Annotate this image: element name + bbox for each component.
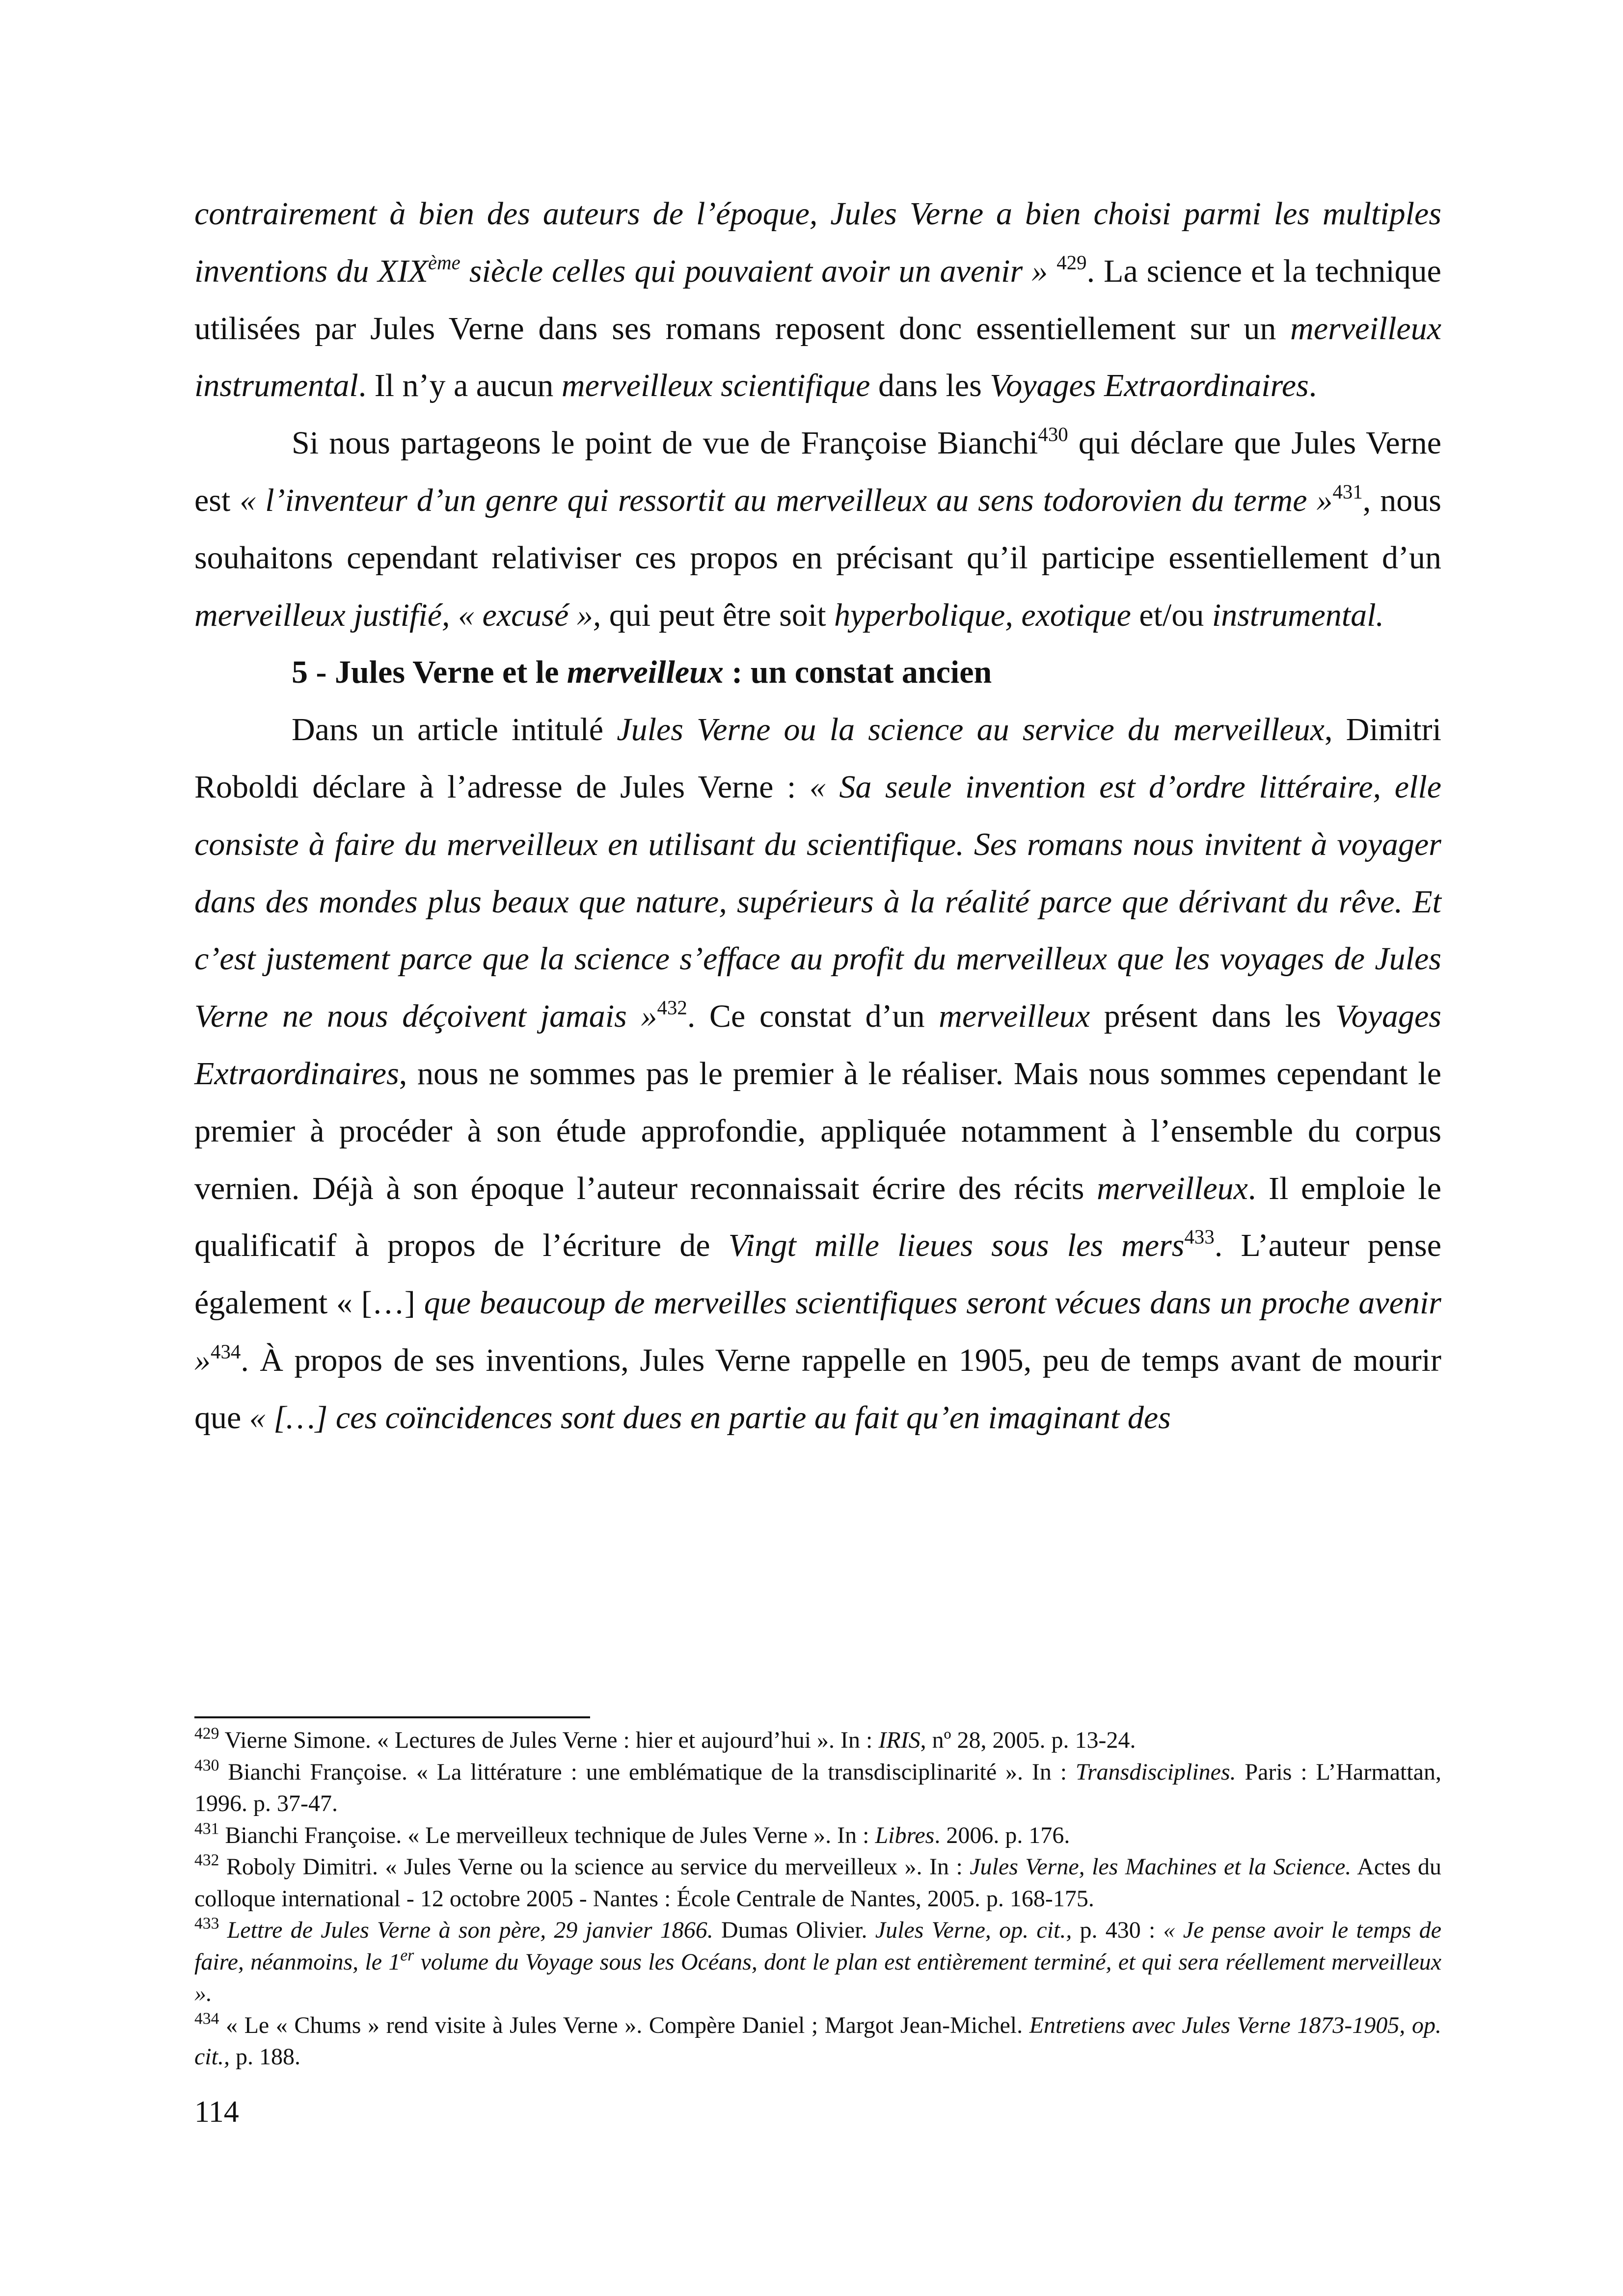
text-span: volume du Voyage sous les Océans, dont le plan est entièrement terminé, et qui sera réellement merveilleux ». xyxy=(194,1949,1442,2006)
text-span: Actes du colloque international - 12 octobre 2005 - Nantes : École Centrale de Nantes, 2005. p. 168-175. xyxy=(194,1854,1442,1912)
italic-title: Transdisciplines. xyxy=(1075,1759,1236,1785)
quote-text: « Sa seule invention est d’ordre littéraire, elle consiste à faire du merveilleux en utilisant du scientifique. Ses romans nous invitent à voyager dans des mondes plus beaux que nature, supérieurs à la réalité parce que dérivant du rêve. Et c’est justement parce que la science s’efface au profit du merveilleux que les voyages de Jules Verne ne nous déçoivent jamais » xyxy=(194,769,1441,1035)
text-span: . xyxy=(1308,368,1317,404)
footnote-431 xyxy=(194,1820,1441,1852)
text-span: et/ou xyxy=(1131,597,1212,633)
italic-title: Jules Verne, op. cit., xyxy=(875,1917,1072,1943)
text-span: p. 188. xyxy=(229,2044,300,2070)
text-span: . Il n’y a aucun xyxy=(358,368,562,404)
footnote-number: 434 xyxy=(194,2009,219,2028)
text-span: . La science et la technique utilisées par Jules Verne dans ses romans reposent donc essentiellement sur un xyxy=(194,253,1441,347)
text-span: , nous ne sommes pas le premier à le réaliser. Mais nous sommes cependant le premier à procéder à son étude approfondie, appliquée notamment à l’ensemble du corpus vernien. Déjà à son époque l’auteur reconnaissait écrire des récits xyxy=(194,1055,1441,1206)
italic-term: merveilleux justifié, « excusé », xyxy=(194,597,601,633)
italic-title: Entretiens avec Jules Verne 1873-1905, op. cit., xyxy=(194,2012,1442,2070)
footnotes xyxy=(194,1725,1441,2073)
text-span: Bianchi Françoise. « La littérature : une emblématique de la transdisciplinarité ». In : xyxy=(219,1759,1076,1785)
footnote-number: 431 xyxy=(194,1819,219,1838)
italic-title: Lettre de Jules Verne à son père, 29 janvier 1866. xyxy=(227,1917,713,1943)
text-span: , nous souhaitons cependant relativiser ces propos en précisant qu’il participe essentiellement d’un xyxy=(194,482,1441,576)
text-span: siècle celles qui pouvaient avoir un avenir » xyxy=(460,253,1048,289)
quote-text: « l’inventeur d’un genre qui ressortit au merveilleux au sens todorovien du terme » xyxy=(240,482,1333,518)
footnote-number: 429 xyxy=(194,1724,219,1743)
italic-term: hyperbolique, exotique xyxy=(834,597,1131,633)
text-span: qui peut être soit xyxy=(601,597,835,633)
footnote-separator xyxy=(194,1716,590,1718)
section-heading xyxy=(194,644,1441,701)
superscript: er xyxy=(400,1946,414,1965)
text-span: , Dimitri Roboldi déclare à l’adresse de Jules Verne : xyxy=(194,712,1441,805)
paragraph xyxy=(194,186,1441,415)
text-span: . L’auteur pense également « […] xyxy=(194,1228,1442,1321)
italic-title: Jules Verne ou la science au service du merveilleux xyxy=(617,712,1325,748)
italic-title: Vingt mille lieues sous les mers xyxy=(728,1228,1185,1264)
heading-italic: merveilleux xyxy=(567,654,724,691)
italic-term: merveilleux xyxy=(939,998,1090,1035)
text-span: p. 430 : xyxy=(1072,1917,1163,1943)
text-span: contrairement à bien des auteurs de l’époque, Jules Verne a bien choisi parmi les multiples inventions du XIX xyxy=(194,196,1441,289)
text-span: . Ce constat d’un xyxy=(687,998,939,1035)
italic-title: Jules Verne, les Machines et la Science. xyxy=(970,1854,1352,1880)
text-span: . Il emploie le qualificatif à propos de l’écriture de xyxy=(194,1170,1441,1264)
text-span: « Le « Chums » rend visite à Jules Verne ». Compère Daniel ; Margot Jean-Michel. xyxy=(219,2012,1029,2038)
text-span: , nº 28, 2005. p. 13-24. xyxy=(920,1727,1136,1753)
text-span: Vierne Simone. « Lectures de Jules Verne : hier et aujourd’hui ». In : xyxy=(219,1727,879,1753)
footnote-ref[interactable]: 432 xyxy=(657,996,687,1019)
document-body xyxy=(194,186,1441,1447)
paragraph xyxy=(194,701,1441,1446)
text-span: Dumas Olivier. xyxy=(713,1917,875,1943)
text-span: . 2006. p. 176. xyxy=(934,1822,1070,1848)
text-span: Paris : L’Harmattan, 1996. p. 37-47. xyxy=(194,1759,1441,1816)
footnote-number: 433 xyxy=(194,1914,219,1933)
superscript: ème xyxy=(428,251,460,274)
italic-term: Voyages Extraordinaires xyxy=(194,998,1441,1092)
italic-term: instrumental. xyxy=(1212,597,1384,633)
text-span: Bianchi Françoise. « Le merveilleux technique de Jules Verne ». In : xyxy=(219,1822,875,1848)
paragraph xyxy=(194,415,1441,644)
text-span: . À propos de ses inventions, Jules Verne rappelle en 1905, peu de temps avant de mourir que xyxy=(194,1342,1441,1436)
italic-title: Libres xyxy=(875,1822,935,1848)
text-span: « Je pense avoir le temps de faire, néanmoins, le 1 xyxy=(194,1917,1441,1975)
text-span: présent dans les xyxy=(1090,998,1335,1035)
text-span: qui déclare que Jules Verne est xyxy=(194,425,1441,518)
quote-text: que beaucoup de merveilles scientifiques seront vécues dans un proche avenir » xyxy=(194,1285,1441,1378)
text-span: Roboly Dimitri. « Jules Verne ou la science au service du merveilleux ». In : xyxy=(219,1854,970,1880)
italic-term: merveilleux xyxy=(1097,1170,1248,1206)
footnote-number: 432 xyxy=(194,1851,219,1869)
footnote-432 xyxy=(194,1851,1441,1915)
text-span: Si nous partageons le point de vue de Françoise Bianchi xyxy=(292,425,1038,461)
text-span: Dans un article intitulé xyxy=(292,712,617,748)
footnote-ref[interactable]: 429 xyxy=(1056,251,1087,274)
italic-term: Voyages Extraordinaires xyxy=(990,368,1309,404)
heading-text: : un constat ancien xyxy=(723,654,992,691)
text-span: dans les xyxy=(870,368,990,404)
footnote-ref[interactable]: 434 xyxy=(211,1340,241,1363)
footnote-429 xyxy=(194,1725,1441,1757)
footnote-433 xyxy=(194,1915,1441,2010)
footnote-430 xyxy=(194,1757,1441,1820)
italic-term: merveilleux instrumental xyxy=(194,310,1441,404)
heading-text: 5 - Jules Verne et le xyxy=(292,654,567,691)
footnote-ref[interactable]: 430 xyxy=(1038,423,1068,446)
footnote-434 xyxy=(194,2010,1441,2073)
page-number: 114 xyxy=(194,2095,239,2129)
footnote-ref[interactable]: 431 xyxy=(1332,481,1363,503)
italic-title: IRIS xyxy=(878,1727,920,1753)
quote-text: « […] ces coïncidences sont dues en partie au fait qu’en imaginant des xyxy=(249,1399,1171,1436)
footnote-ref[interactable]: 433 xyxy=(1184,1226,1215,1248)
footnote-number: 430 xyxy=(194,1756,219,1775)
italic-term: merveilleux scientifique xyxy=(561,368,870,404)
